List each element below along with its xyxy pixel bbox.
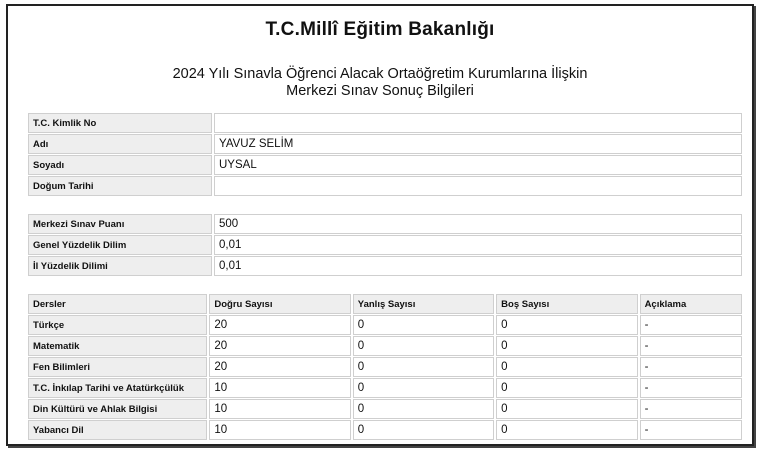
note: - (640, 315, 742, 335)
birth-value (214, 176, 742, 196)
name-label: Adı (28, 134, 212, 154)
note: - (640, 378, 742, 398)
table-row (28, 336, 742, 356)
correct-count: 10 (209, 399, 350, 419)
name-row (28, 134, 742, 154)
blank-count: 0 (496, 357, 637, 377)
table-row (28, 420, 742, 440)
correct-count: 20 (209, 336, 350, 356)
general-percentile-value: 0,01 (214, 235, 742, 255)
table-row (28, 357, 742, 377)
surname-row (28, 155, 742, 175)
header-blank: Boş Sayısı (496, 294, 637, 314)
note: - (640, 357, 742, 377)
subtitle-line-2: Merkezi Sınav Sonuç Bilgileri (286, 83, 474, 99)
wrong-count: 0 (353, 420, 494, 440)
wrong-count: 0 (353, 315, 494, 335)
general-percentile-row (28, 235, 742, 255)
personal-info-table (28, 113, 742, 197)
page-subtitle (0, 66, 760, 100)
blank-count: 0 (496, 399, 637, 419)
score-label: Merkezi Sınav Puanı (28, 214, 212, 234)
blank-count: 0 (496, 420, 637, 440)
correct-count: 10 (209, 378, 350, 398)
province-percentile-value: 0,01 (214, 256, 742, 276)
table-row (28, 378, 742, 398)
subject-label: Din Kültürü ve Ahlak Bilgisi (28, 399, 207, 419)
note: - (640, 336, 742, 356)
subject-label: Yabancı Dil (28, 420, 207, 440)
score-value: 500 (214, 214, 742, 234)
tc-value (214, 113, 742, 133)
grades-table (28, 294, 742, 441)
score-row (28, 214, 742, 234)
header-subjects: Dersler (28, 294, 207, 314)
blank-count: 0 (496, 336, 637, 356)
header-wrong: Yanlış Sayısı (353, 294, 494, 314)
correct-count: 20 (209, 315, 350, 335)
correct-count: 10 (209, 420, 350, 440)
name-value: YAVUZ SELİM (214, 134, 742, 154)
page-title: T.C.Millî Eğitim Bakanlığı (265, 19, 495, 40)
header-note: Açıklama (640, 294, 742, 314)
surname-value: UYSAL (214, 155, 742, 175)
score-table (28, 214, 742, 277)
note: - (640, 399, 742, 419)
subject-label: Matematik (28, 336, 207, 356)
wrong-count: 0 (353, 336, 494, 356)
province-percentile-label: İl Yüzdelik Dilimi (28, 256, 212, 276)
note: - (640, 420, 742, 440)
table-row (28, 315, 742, 335)
table-row (28, 399, 742, 419)
subtitle-line-1: 2024 Yılı Sınavla Öğrenci Alacak Ortaöğretim Kurumlarına İlişkin (172, 66, 588, 82)
province-percentile-row (28, 256, 742, 276)
wrong-count: 0 (353, 357, 494, 377)
blank-count: 0 (496, 378, 637, 398)
tc-row (28, 113, 742, 133)
general-percentile-label: Genel Yüzdelik Dilim (28, 235, 212, 255)
correct-count: 20 (209, 357, 350, 377)
birth-label: Doğum Tarihi (28, 176, 212, 196)
surname-label: Soyadı (28, 155, 212, 175)
subject-label: Türkçe (28, 315, 207, 335)
subject-label: T.C. İnkılap Tarihi ve Atatürkçülük (28, 378, 207, 398)
subject-label: Fen Bilimleri (28, 357, 207, 377)
blank-count: 0 (496, 315, 637, 335)
birth-row (28, 176, 742, 196)
wrong-count: 0 (353, 378, 494, 398)
tc-label: T.C. Kimlik No (28, 113, 212, 133)
header-correct: Doğru Sayısı (209, 294, 350, 314)
grades-header-row (28, 294, 742, 314)
wrong-count: 0 (353, 399, 494, 419)
